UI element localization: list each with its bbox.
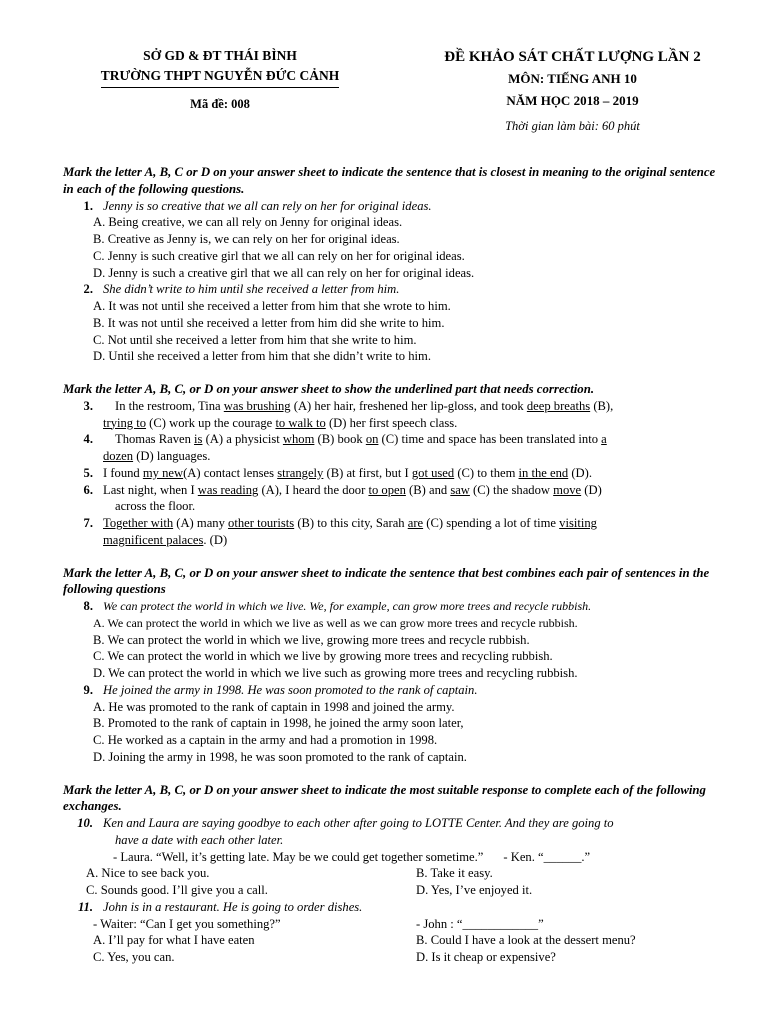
underlined-part: Together with (103, 516, 174, 530)
underlined-part: was reading (197, 482, 259, 497)
question-6 (63, 482, 728, 516)
option: B. Creative as Jenny is, we can rely on her for original ideas. (93, 232, 400, 246)
option: C. Not until she received a letter from him that she write to him. (93, 332, 417, 347)
underlined-part: is (194, 432, 203, 447)
underlined-part: to open (368, 482, 406, 497)
option: D. We can protect the world in which we live such as growing more trees and recycling rubbish. (93, 666, 578, 680)
question-text: Together with (A) many other tourists (B) to this city, Sarah are (C) spending a lot of time visiting magnificent palaces. (D) (103, 516, 597, 547)
question-number: 2. (83, 282, 93, 297)
underlined-part: dozen (103, 449, 134, 463)
question-9 (63, 682, 728, 699)
question-text: Jenny is so creative that we all can rely on her for original ideas. (103, 198, 432, 213)
option: A. I’ll pay for what I have eaten (93, 933, 255, 948)
school-year: NĂM HỌC 2018 – 2019 (506, 93, 639, 108)
time-limit: Thời gian làm bài: 60 phút (505, 119, 640, 133)
underlined-part: whom (282, 432, 315, 447)
question-number: 1. (83, 198, 93, 213)
underlined-part: strangely (277, 465, 324, 480)
question-number: 9. (83, 682, 93, 697)
dialog-line: - Laura. “Well, it’s getting late. May be we could get together sometime.” - Ken. “______.” (113, 849, 591, 864)
question-8 (63, 598, 728, 615)
option: C. He worked as a captain in the army and had a promotion in 1998. (93, 733, 438, 747)
question-text: She didn’t write to him until she received a letter from him. (103, 282, 400, 297)
options-row (63, 882, 728, 899)
option: A. Nice to see back you. (86, 866, 210, 881)
question-10 (63, 815, 728, 849)
question-7 (63, 515, 728, 549)
option: D. Until she received a letter from him that she didn’t write to him. (93, 349, 431, 364)
options-row (63, 949, 728, 966)
section-instruction: Mark the letter A, B, C, or D on your answer sheet to indicate the most suitable response to complete each of the following exchanges. (63, 782, 706, 814)
option: B. Promoted to the rank of captain in 1998, he joined the army soon later, (93, 716, 464, 731)
question-number: 3. (83, 398, 93, 413)
option: A. He was promoted to the rank of captain in 1998 and joined the army. (93, 699, 455, 714)
exam-content (63, 164, 728, 966)
question-text: I found my new(A) contact lenses strangely (B) at first, but I got used (C) to them in the end (D). (103, 465, 592, 480)
header-left (70, 46, 370, 114)
option: B. Take it easy. (416, 866, 493, 881)
exam-title: ĐỀ KHẢO SÁT CHẤT LƯỢNG LẦN 2 (444, 49, 701, 65)
option: C. Sounds good. I’ll give you a call. (86, 883, 268, 897)
option: C. Yes, you can. (93, 950, 175, 964)
question-number: 6. (83, 482, 93, 497)
underlined-part: saw (450, 482, 470, 497)
question-3 (63, 398, 728, 432)
exam-code: Mã đề: 008 (190, 97, 250, 111)
school-name: TRƯỜNG THPT NGUYỄN ĐỨC CẢNH (101, 66, 340, 88)
option: A. It was not until she received a letter from him that she wrote to him. (93, 299, 451, 313)
question-2 (63, 281, 728, 298)
question-text: Thomas Raven is (A) a physicist whom (B) book on (C) time and space has been translated into a dozen (D) languages. (103, 432, 607, 463)
section-instruction: Mark the letter A, B, C, or D on your answer sheet to show the underlined part that needs correction. (63, 382, 595, 396)
underlined-part: trying to (103, 415, 147, 430)
option: C. We can protect the world in which we live by growing more trees and recycling rubbish. (93, 649, 553, 664)
option: D. Yes, I’ve enjoyed it. (416, 883, 533, 897)
options-row (63, 932, 728, 949)
section-instruction: Mark the letter A, B, C or D on your answer sheet to indicate the sentence that is closest in meaning to the original sentence in each of the following questions. (63, 165, 716, 196)
underlined-part: magnificent palaces (103, 532, 204, 547)
option: C. Jenny is such creative girl that we all can rely on her for original ideas. (93, 248, 465, 263)
option: B. It was not until she received a letter from him did she write to him. (93, 315, 445, 330)
header-right (400, 46, 745, 137)
underlined-part: got used (411, 465, 455, 480)
underlined-part: to walk to (275, 415, 326, 430)
question-text: In the restroom, Tina was brushing (A) her hair, freshened her lip-gloss, and took deep breaths (B), trying to (C) work up the courage to walk to (D) her first speech class. (103, 398, 614, 430)
underlined-part: other tourists (228, 516, 295, 530)
department-name: SỞ GD & ĐT THÁI BÌNH (143, 48, 297, 63)
question-number: 8. (83, 599, 93, 613)
question-number: 4. (83, 432, 93, 447)
question-text: Ken and Laura are saying goodbye to each other after going to LOTTE Center. And they are going to have a date with each other later. (103, 816, 614, 847)
question-text: He joined the army in 1998. He was soon promoted to the rank of captain. (103, 682, 478, 697)
underlined-part: deep breaths (526, 398, 591, 413)
subject: MÔN: TIẾNG ANH 10 (508, 71, 637, 86)
option: B. We can protect the world in which we live, growing more trees and recycle rubbish. (93, 632, 530, 647)
option: A. Being creative, we can all rely on Jenny for original ideas. (93, 215, 403, 230)
underlined-part: are (407, 516, 424, 530)
option: D. Joining the army in 1998, he was soon promoted to the rank of captain. (93, 749, 467, 764)
question-text: John is in a restaurant. He is going to order dishes. (103, 899, 363, 914)
question-1 (63, 198, 728, 215)
underlined-part: was brushing (223, 398, 291, 413)
question-number: 5. (83, 465, 93, 480)
question-text: We can protect the world in which we live. We, for example, can grow more trees and recycle rubbish. (103, 599, 592, 613)
question-number: 7. (83, 516, 93, 530)
question-number: 10. (77, 816, 93, 830)
underlined-part: a (601, 432, 607, 447)
option: D. Is it cheap or expensive? (416, 950, 556, 964)
section-instruction: Mark the letter A, B, C, or D on your answer sheet to indicate the sentence that best combines each pair of sentences in the following questions (63, 565, 710, 597)
question-4 (63, 431, 728, 465)
question-5 (63, 465, 728, 482)
question-number: 11. (77, 899, 93, 914)
options-row (63, 865, 728, 882)
underlined-part: on (365, 432, 379, 447)
option: A. We can protect the world in which we live as well as we can grow more trees and recycle rubbish. (93, 615, 578, 630)
question-text: Last night, when I was reading (A), I heard the door to open (B) and saw (C) the shadow move (D) across the floor. (103, 482, 602, 514)
question-11 (63, 899, 728, 916)
dialog-line: - Waiter: “Can I get you something?” - John : “____________” (93, 916, 544, 931)
underlined-part: visiting (559, 516, 597, 530)
underlined-part: my new (142, 465, 184, 480)
underlined-part: in the end (518, 465, 569, 480)
underlined-part: move (553, 482, 582, 497)
option: D. Jenny is such a creative girl that we all can rely on her for original ideas. (93, 265, 475, 280)
option: B. Could I have a look at the dessert menu? (416, 933, 636, 948)
